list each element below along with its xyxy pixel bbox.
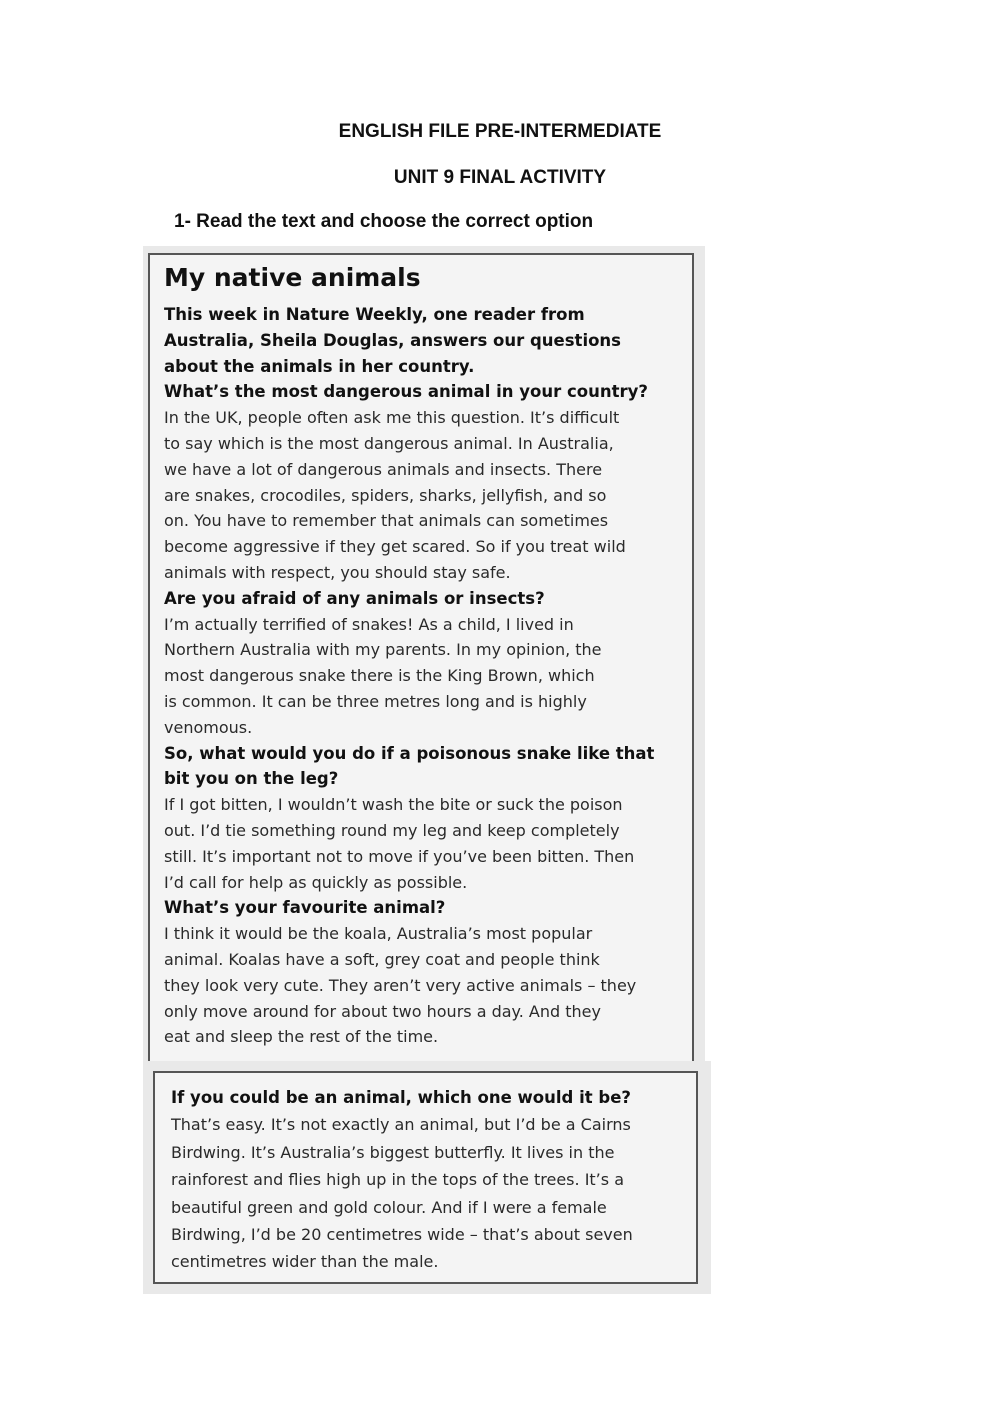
answer-line: I’m actually terrified of snakes! As a child, I lived in bbox=[164, 614, 574, 634]
task-instruction: 1- Read the text and choose the correct option bbox=[174, 211, 594, 232]
question-line: What’s your favourite animal? bbox=[164, 898, 446, 918]
intro-line: Australia, Sheila Douglas, answers our questions bbox=[164, 330, 621, 350]
continuation-answer bbox=[171, 1111, 682, 1275]
interview-question bbox=[164, 586, 678, 612]
question-line: Are you afraid of any animals or insects? bbox=[164, 588, 545, 608]
answer-line: to say which is the most dangerous animal. In Australia, bbox=[164, 433, 614, 453]
article-intro bbox=[164, 302, 678, 379]
answer-line: they look very cute. They aren’t very active animals – they bbox=[164, 975, 637, 995]
answer-line: rainforest and flies high up in the tops of the trees. It’s a bbox=[171, 1170, 624, 1190]
answer-line: Birdwing. It’s Australia’s biggest butterfly. It lives in the bbox=[171, 1142, 615, 1162]
interview-question bbox=[164, 379, 678, 405]
answer-line: eat and sleep the rest of the time. bbox=[164, 1027, 439, 1047]
answer-line: still. It’s important not to move if you’ve been bitten. Then bbox=[164, 846, 635, 866]
article-sections bbox=[164, 379, 678, 1050]
continuation-question bbox=[171, 1084, 682, 1111]
answer-line: centimetres wider than the male. bbox=[171, 1252, 439, 1272]
answer-line: animals with respect, you should stay safe. bbox=[164, 562, 511, 582]
interview-answer bbox=[164, 921, 678, 1050]
article-continuation-panel bbox=[153, 1071, 698, 1284]
answer-line: out. I’d tie something round my leg and keep completely bbox=[164, 820, 620, 840]
question-line: bit you on the leg? bbox=[164, 769, 339, 789]
article-panel bbox=[148, 253, 694, 1068]
answer-line: In the UK, people often ask me this question. It’s difficult bbox=[164, 408, 620, 428]
answer-line: we have a lot of dangerous animals and insects. There bbox=[164, 459, 603, 479]
interview-answer bbox=[164, 612, 678, 741]
answer-line: I think it would be the koala, Australia’s most popular bbox=[164, 924, 593, 944]
interview-question bbox=[164, 895, 678, 921]
article-title: My native animals bbox=[164, 263, 421, 292]
intro-line: This week in Nature Weekly, one reader from bbox=[164, 305, 585, 324]
answer-line: most dangerous snake there is the King Brown, which bbox=[164, 666, 595, 686]
answer-line: That’s easy. It’s not exactly an animal, but I’d be a Cairns bbox=[171, 1115, 631, 1135]
answer-line: I’d call for help as quickly as possible. bbox=[164, 872, 468, 892]
question-line: What’s the most dangerous animal in your country? bbox=[164, 382, 648, 402]
answer-line: on. You have to remember that animals can sometimes bbox=[164, 511, 609, 531]
interview-answer bbox=[164, 405, 678, 586]
intro-line: about the animals in her country. bbox=[164, 356, 475, 376]
answer-line: animal. Koalas have a soft, grey coat and people think bbox=[164, 949, 600, 969]
answer-line: is common. It can be three metres long and is highly bbox=[164, 691, 587, 711]
answer-line: Birdwing, I’d be 20 centimetres wide – that’s about seven bbox=[171, 1225, 633, 1245]
answer-line: Northern Australia with my parents. In my opinion, the bbox=[164, 640, 602, 660]
interview-answer bbox=[164, 792, 678, 895]
answer-line: venomous. bbox=[164, 717, 253, 737]
question-line: So, what would you do if a poisonous snake like that bbox=[164, 743, 655, 763]
answer-line: If I got bitten, I wouldn’t wash the bite or suck the poison bbox=[164, 795, 623, 815]
answer-line: only move around for about two hours a day. And they bbox=[164, 1001, 601, 1021]
unit-title: UNIT 9 FINAL ACTIVITY bbox=[393, 167, 607, 188]
answer-line: are snakes, crocodiles, spiders, sharks, jellyfish, and so bbox=[164, 485, 607, 505]
interview-question bbox=[164, 741, 678, 793]
answer-line: beautiful green and gold colour. And if I were a female bbox=[171, 1197, 607, 1217]
question-line: If you could be an animal, which one would it be? bbox=[171, 1088, 631, 1107]
page-title: ENGLISH FILE PRE-INTERMEDIATE bbox=[338, 121, 662, 142]
answer-line: become aggressive if they get scared. So if you treat wild bbox=[164, 537, 626, 557]
